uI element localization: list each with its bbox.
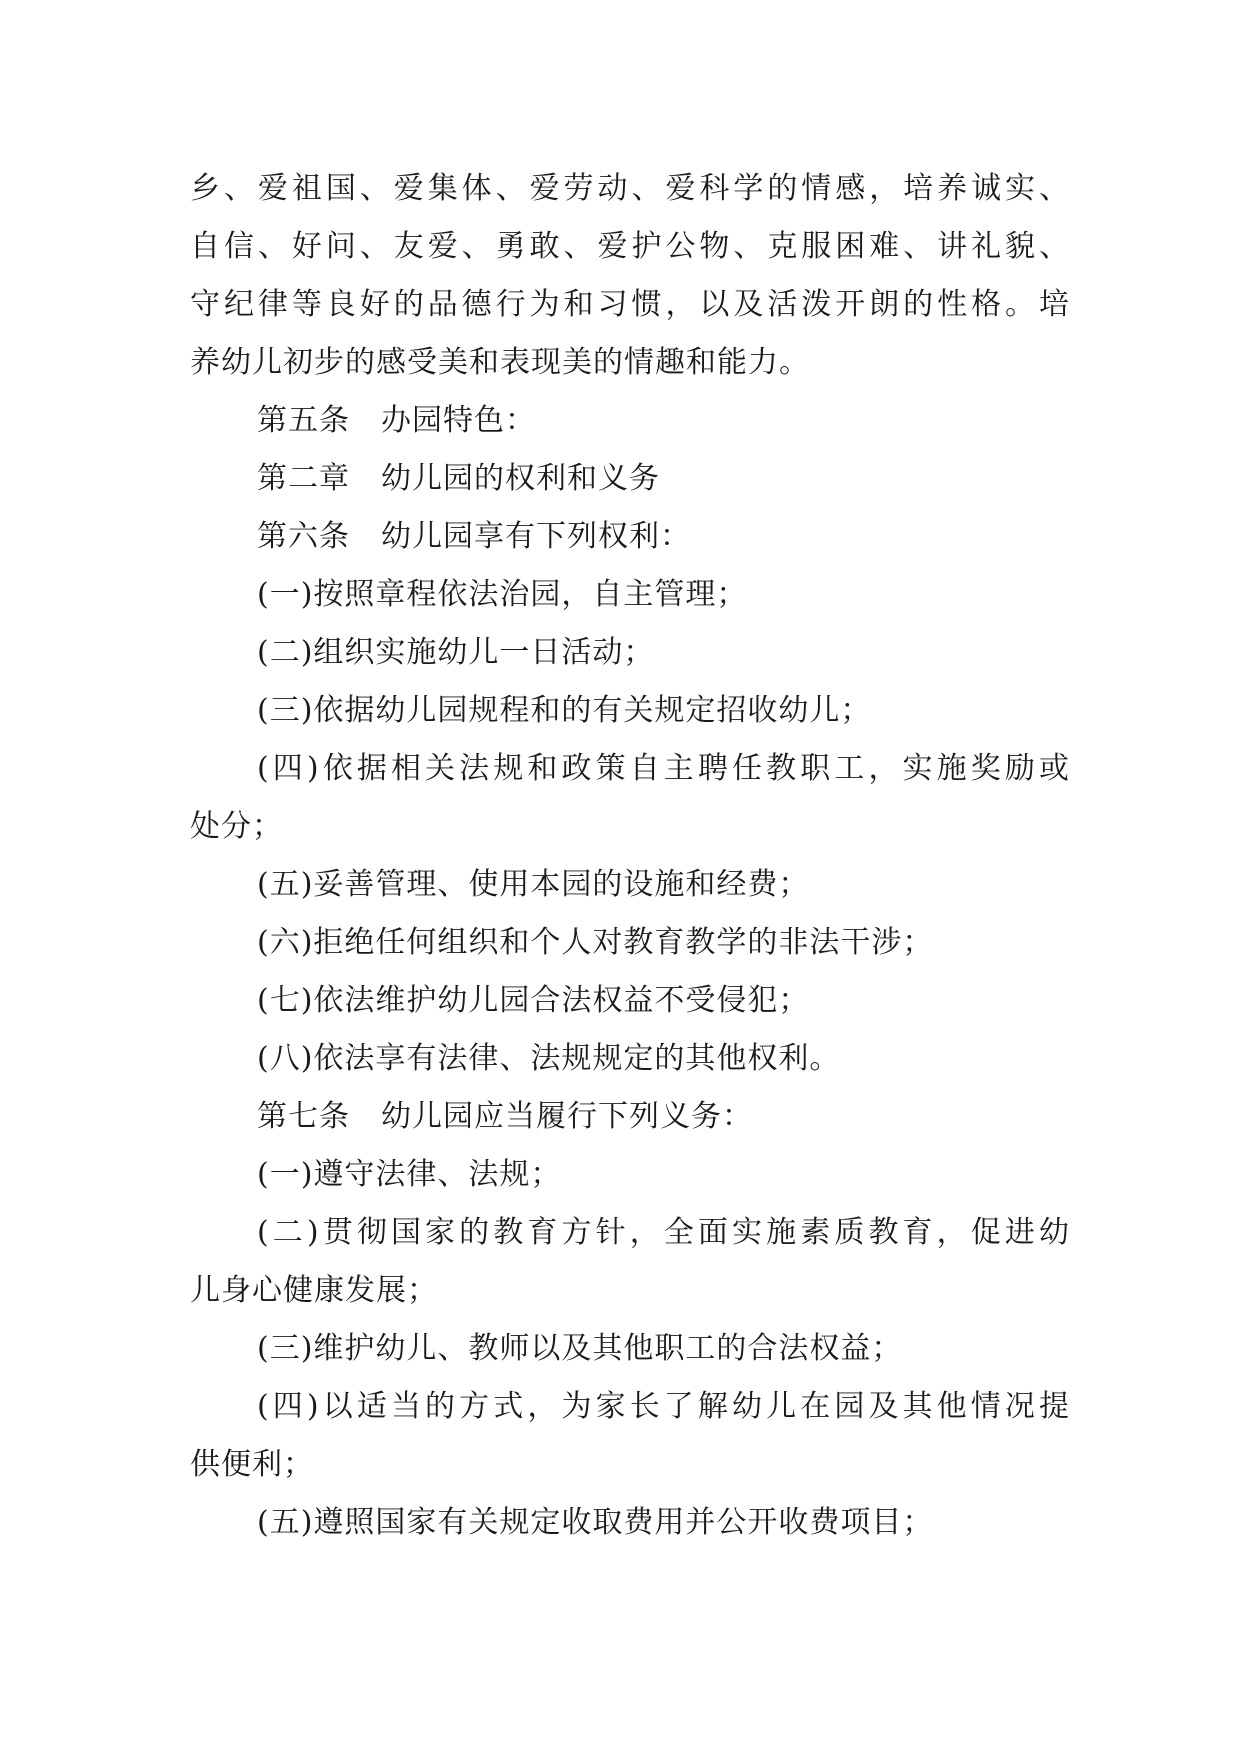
text-line: 养幼儿初步的感受美和表现美的情趣和能力。 — [190, 345, 810, 380]
text-line: (一)遵守法律、法规； — [257, 1157, 562, 1192]
text-line: 守纪律等良好的品德行为和习惯，以及活泼开朗的性格。培 — [190, 287, 1070, 322]
text-line: (四)以适当的方式，为家长了解幼儿在园及其他情况提 — [257, 1389, 1070, 1424]
text-line: (七)依法维护幼儿园合法权益不受侵犯； — [257, 983, 810, 1018]
text-line: 儿身心健康发展； — [190, 1273, 438, 1308]
text-line: 乡、爱祖国、爱集体、爱劳动、爱科学的情感，培养诚实、 — [190, 171, 1070, 206]
text-line: (五)妥善管理、使用本园的设施和经费； — [257, 867, 810, 902]
text-line: 第六条 幼儿园享有下列权利： — [257, 519, 691, 554]
text-line: 处分； — [190, 809, 283, 844]
document-body — [190, 160, 1070, 1552]
text-line: 自信、好问、友爱、勇敢、爱护公物、克服困难、讲礼貌、 — [190, 229, 1070, 264]
text-line: (三)依据幼儿园规程和的有关规定招收幼儿； — [257, 693, 872, 728]
text-line: (四)依据相关法规和政策自主聘任教职工，实施奖励或 — [257, 751, 1070, 786]
text-line: (一)按照章程依法治园，自主管理； — [257, 577, 748, 612]
text-line: 第五条 办园特色： — [257, 403, 536, 438]
text-line: 第七条 幼儿园应当履行下列义务： — [257, 1099, 753, 1134]
text-line: (二)贯彻国家的教育方针，全面实施素质教育，促进幼 — [257, 1215, 1070, 1250]
text-line: (八)依法享有法律、法规规定的其他权利。 — [257, 1041, 841, 1076]
text-line: 供便利； — [190, 1447, 314, 1482]
text-line: (五)遵照国家有关规定收取费用并公开收费项目； — [257, 1505, 934, 1540]
text-line: (六)拒绝任何组织和个人对教育教学的非法干涉； — [257, 925, 934, 960]
text-line: (三)维护幼儿、教师以及其他职工的合法权益； — [257, 1331, 903, 1366]
text-line: 第二章 幼儿园的权利和义务 — [257, 461, 660, 496]
text-line: (二)组织实施幼儿一日活动； — [257, 635, 655, 670]
